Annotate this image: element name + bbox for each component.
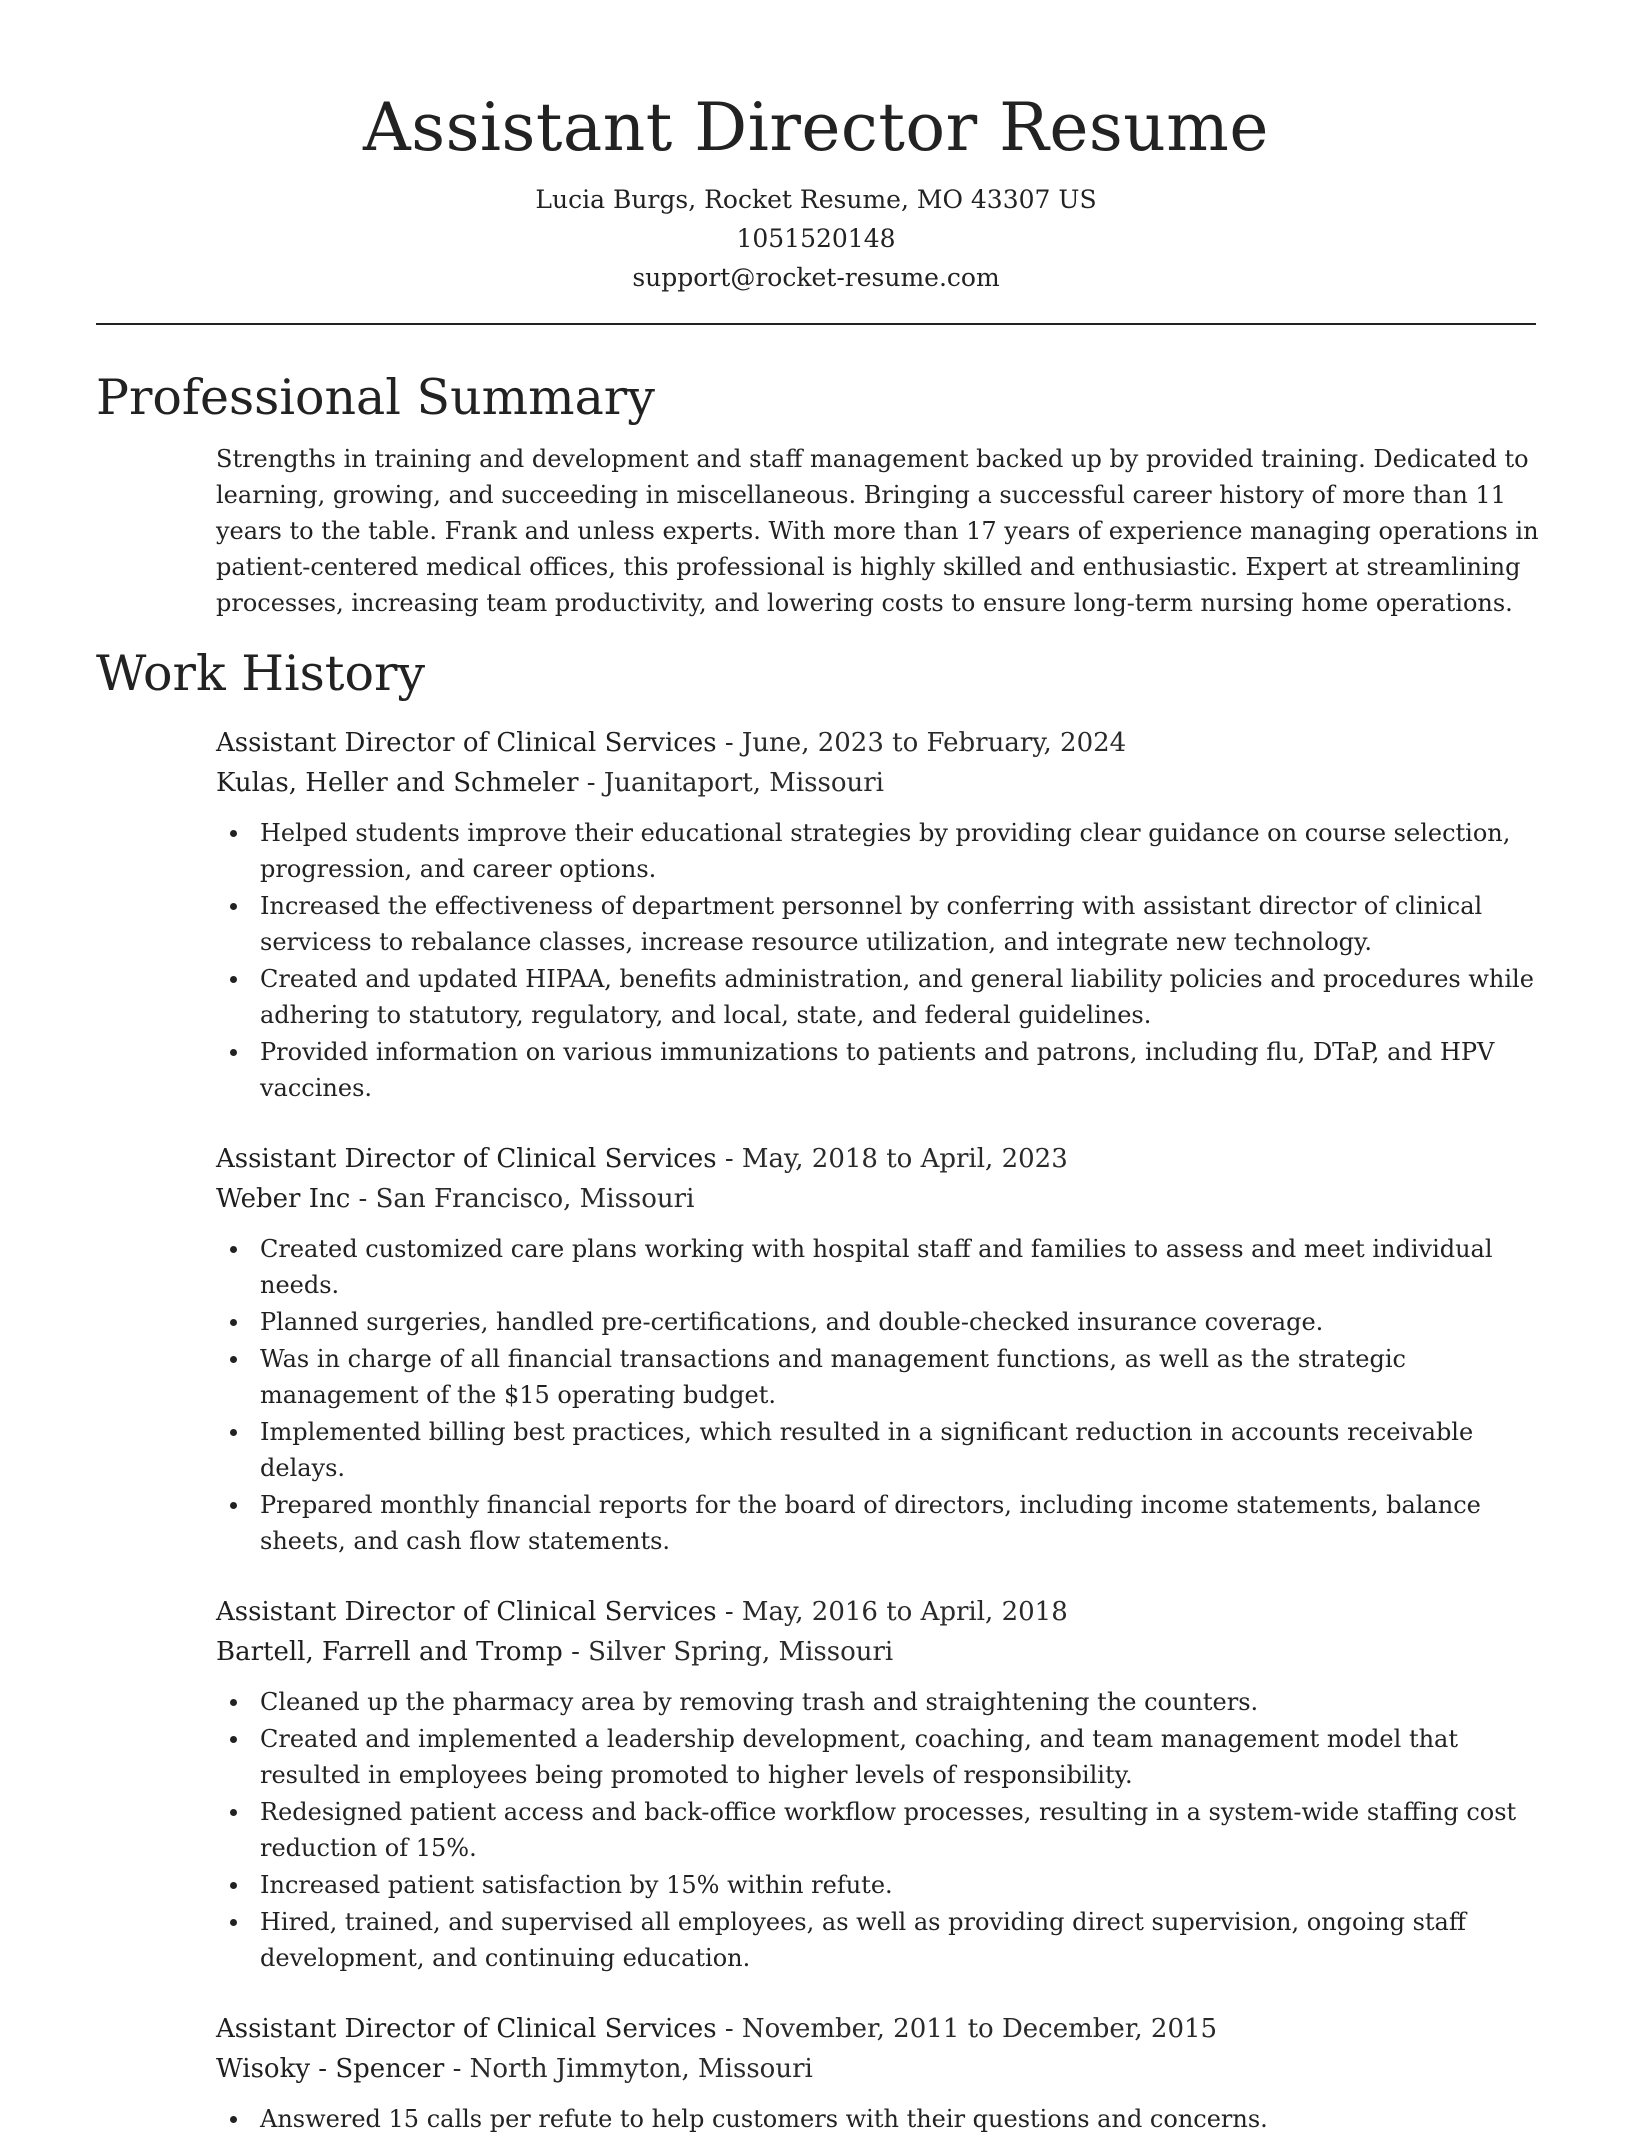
contact-block [96,180,1536,297]
job-bullet-list [216,1684,1546,1976]
list-item [216,1231,1546,1303]
job-company-line [216,2049,1546,2089]
bullet-text: Created and updated HIPAA, benefits administration, and general liability policies and procedures while adhering to statutory, regulatory, and local, state, and federal guidelines. [260,965,1534,1029]
job-entry [216,1592,1546,1976]
job-company-line [216,1179,1546,1219]
list-item [216,1487,1546,1559]
job-bullet-list [216,1231,1546,1559]
job-entry [216,2009,1546,2137]
work-history-heading: Work History [96,645,426,702]
bullet-text: Helped students improve their educational strategies by providing clear guidance on course selection, progression, and career options. [260,819,1511,883]
job-separator: - [716,1144,742,1174]
bullet-dot-icon [230,1049,237,1056]
job-entry [216,1139,1546,1559]
job-title-line [216,2009,1546,2049]
job-location: San Francisco, Missouri [375,1184,695,1214]
job-dates: May, 2018 to April, 2023 [741,1144,1068,1174]
list-item [216,1341,1546,1413]
bullet-dot-icon [230,1356,237,1363]
job-location: North Jimmyton, Missouri [469,2054,813,2084]
job-role: Assistant Director of Clinical Services [216,1597,717,1627]
job-role: Assistant Director of Clinical Services [216,1144,717,1174]
job-title-line [216,1592,1546,1632]
bullet-dot-icon [230,976,237,983]
bullet-text: Prepared monthly financial reports for the board of directors, including income statements, balance sheets, and cash flow statements. [260,1491,1481,1555]
header-divider [96,323,1536,325]
job-role: Assistant Director of Clinical Services [216,2014,717,2044]
job-role: Assistant Director of Clinical Services [216,728,717,758]
bullet-dot-icon [230,1919,237,1926]
list-item [216,815,1546,887]
bullet-dot-icon [230,903,237,910]
job-dates: May, 2016 to April, 2018 [741,1597,1068,1627]
list-item [216,1721,1546,1793]
job-company-line [216,763,1546,803]
bullet-text: Created customized care plans working with hospital staff and families to assess and meet individual needs. [260,1235,1493,1299]
bullet-text: Created and implemented a leadership development, coaching, and team management model that resulted in employees being promoted to higher levels of responsibility. [260,1725,1458,1789]
bullet-text: Provided information on various immunizations to patients and patrons, including flu, DTaP, and HPV vaccines. [260,1038,1495,1102]
bullet-dot-icon [230,1246,237,1253]
bullet-text: Was in charge of all financial transactions and management functions, as well as the strategic management of the $15 operating budget. [260,1345,1406,1409]
bullet-text: Increased the effectiveness of department personnel by conferring with assistant director of clinical servicess to rebalance classes, increase resource utilization, and integrate new technology. [260,892,1483,956]
job-separator: - [578,768,604,798]
job-separator: - [444,2054,470,2084]
work-history-list [96,723,1536,2137]
job-title-line [216,1139,1546,1179]
job-title-line [216,723,1546,763]
contact-address: Lucia Burgs, Rocket Resume, MO 43307 US [535,185,1097,214]
list-item [216,1414,1546,1486]
job-separator: - [562,1637,589,1667]
bullet-dot-icon [230,1809,237,1816]
resume-page [96,0,1539,2138]
job-location: Silver Spring, Missouri [588,1637,894,1667]
bullet-dot-icon [230,830,237,837]
job-separator: - [716,728,742,758]
bullet-dot-icon [230,2116,237,2123]
job-dates: June, 2023 to February, 2024 [741,728,1127,758]
bullet-dot-icon [230,1319,237,1326]
job-company: Wisoky - Spencer [216,2054,445,2084]
resume-title: Assistant Director Resume [363,89,1269,166]
bullet-dot-icon [230,1502,237,1509]
bullet-text: Increased patient satisfaction by 15% within refute. [260,1871,893,1899]
resume-header [96,0,1536,297]
summary-text: Strengths in training and development and staff management backed up by provided training. Dedicated to learning, growing, and succeeding in miscellaneous. Bringing a successful career history of more than 11 years to the table. Frank and unless experts. With more than 17 years of experience managing operations in patient-centered medical offices, this professional is highly skilled and enthusiastic. Expert at streamlining processes, increasing team productivity, and lowering costs to ensure long-term nursing home operations. [216,445,1539,617]
bullet-dot-icon [230,1429,237,1436]
job-entry [216,723,1546,1106]
job-company: Kulas, Heller and Schmeler [216,768,579,798]
bullet-dot-icon [230,1699,237,1706]
list-item [216,961,1546,1033]
list-item [216,1034,1546,1106]
list-item [216,1304,1546,1340]
job-separator: - [716,1597,742,1627]
bullet-text: Cleaned up the pharmacy area by removing trash and straightening the counters. [260,1688,1259,1716]
summary-heading: Professional Summary [96,369,655,426]
job-separator: - [716,2014,742,2044]
list-item [216,1684,1546,1720]
list-item [216,1904,1546,1976]
list-item [216,888,1546,960]
bullet-text: Implemented billing best practices, which resulted in a significant reduction in accounts receivable delays. [260,1418,1474,1482]
bullet-text: Hired, trained, and supervised all employees, as well as providing direct supervision, ongoing staff development, and continuing education. [260,1908,1466,1972]
bullet-text: Answered 15 calls per refute to help customers with their questions and concerns. [260,2105,1268,2133]
job-bullet-list [216,2101,1546,2137]
job-bullet-list [216,815,1546,1106]
contact-phone: 1051520148 [736,224,896,253]
job-company: Bartell, Farrell and Tromp [216,1637,563,1667]
bullet-text: Redesigned patient access and back-office workflow processes, resulting in a system-wide staffing cost reduction of 15%. [260,1798,1517,1862]
job-company: Weber Inc [216,1184,351,1214]
bullet-dot-icon [230,1882,237,1889]
bullet-dot-icon [230,1736,237,1743]
contact-email: support@rocket-resume.com [632,263,1000,292]
list-item [216,1794,1546,1866]
job-company-line [216,1632,1546,1672]
list-item [216,1867,1546,1903]
job-dates: November, 2011 to December, 2015 [741,2014,1218,2044]
bullet-text: Planned surgeries, handled pre-certifications, and double-checked insurance coverage. [260,1308,1324,1336]
job-separator: - [350,1184,376,1214]
list-item [216,2101,1546,2137]
job-location: Juanitaport, Missouri [603,768,884,798]
